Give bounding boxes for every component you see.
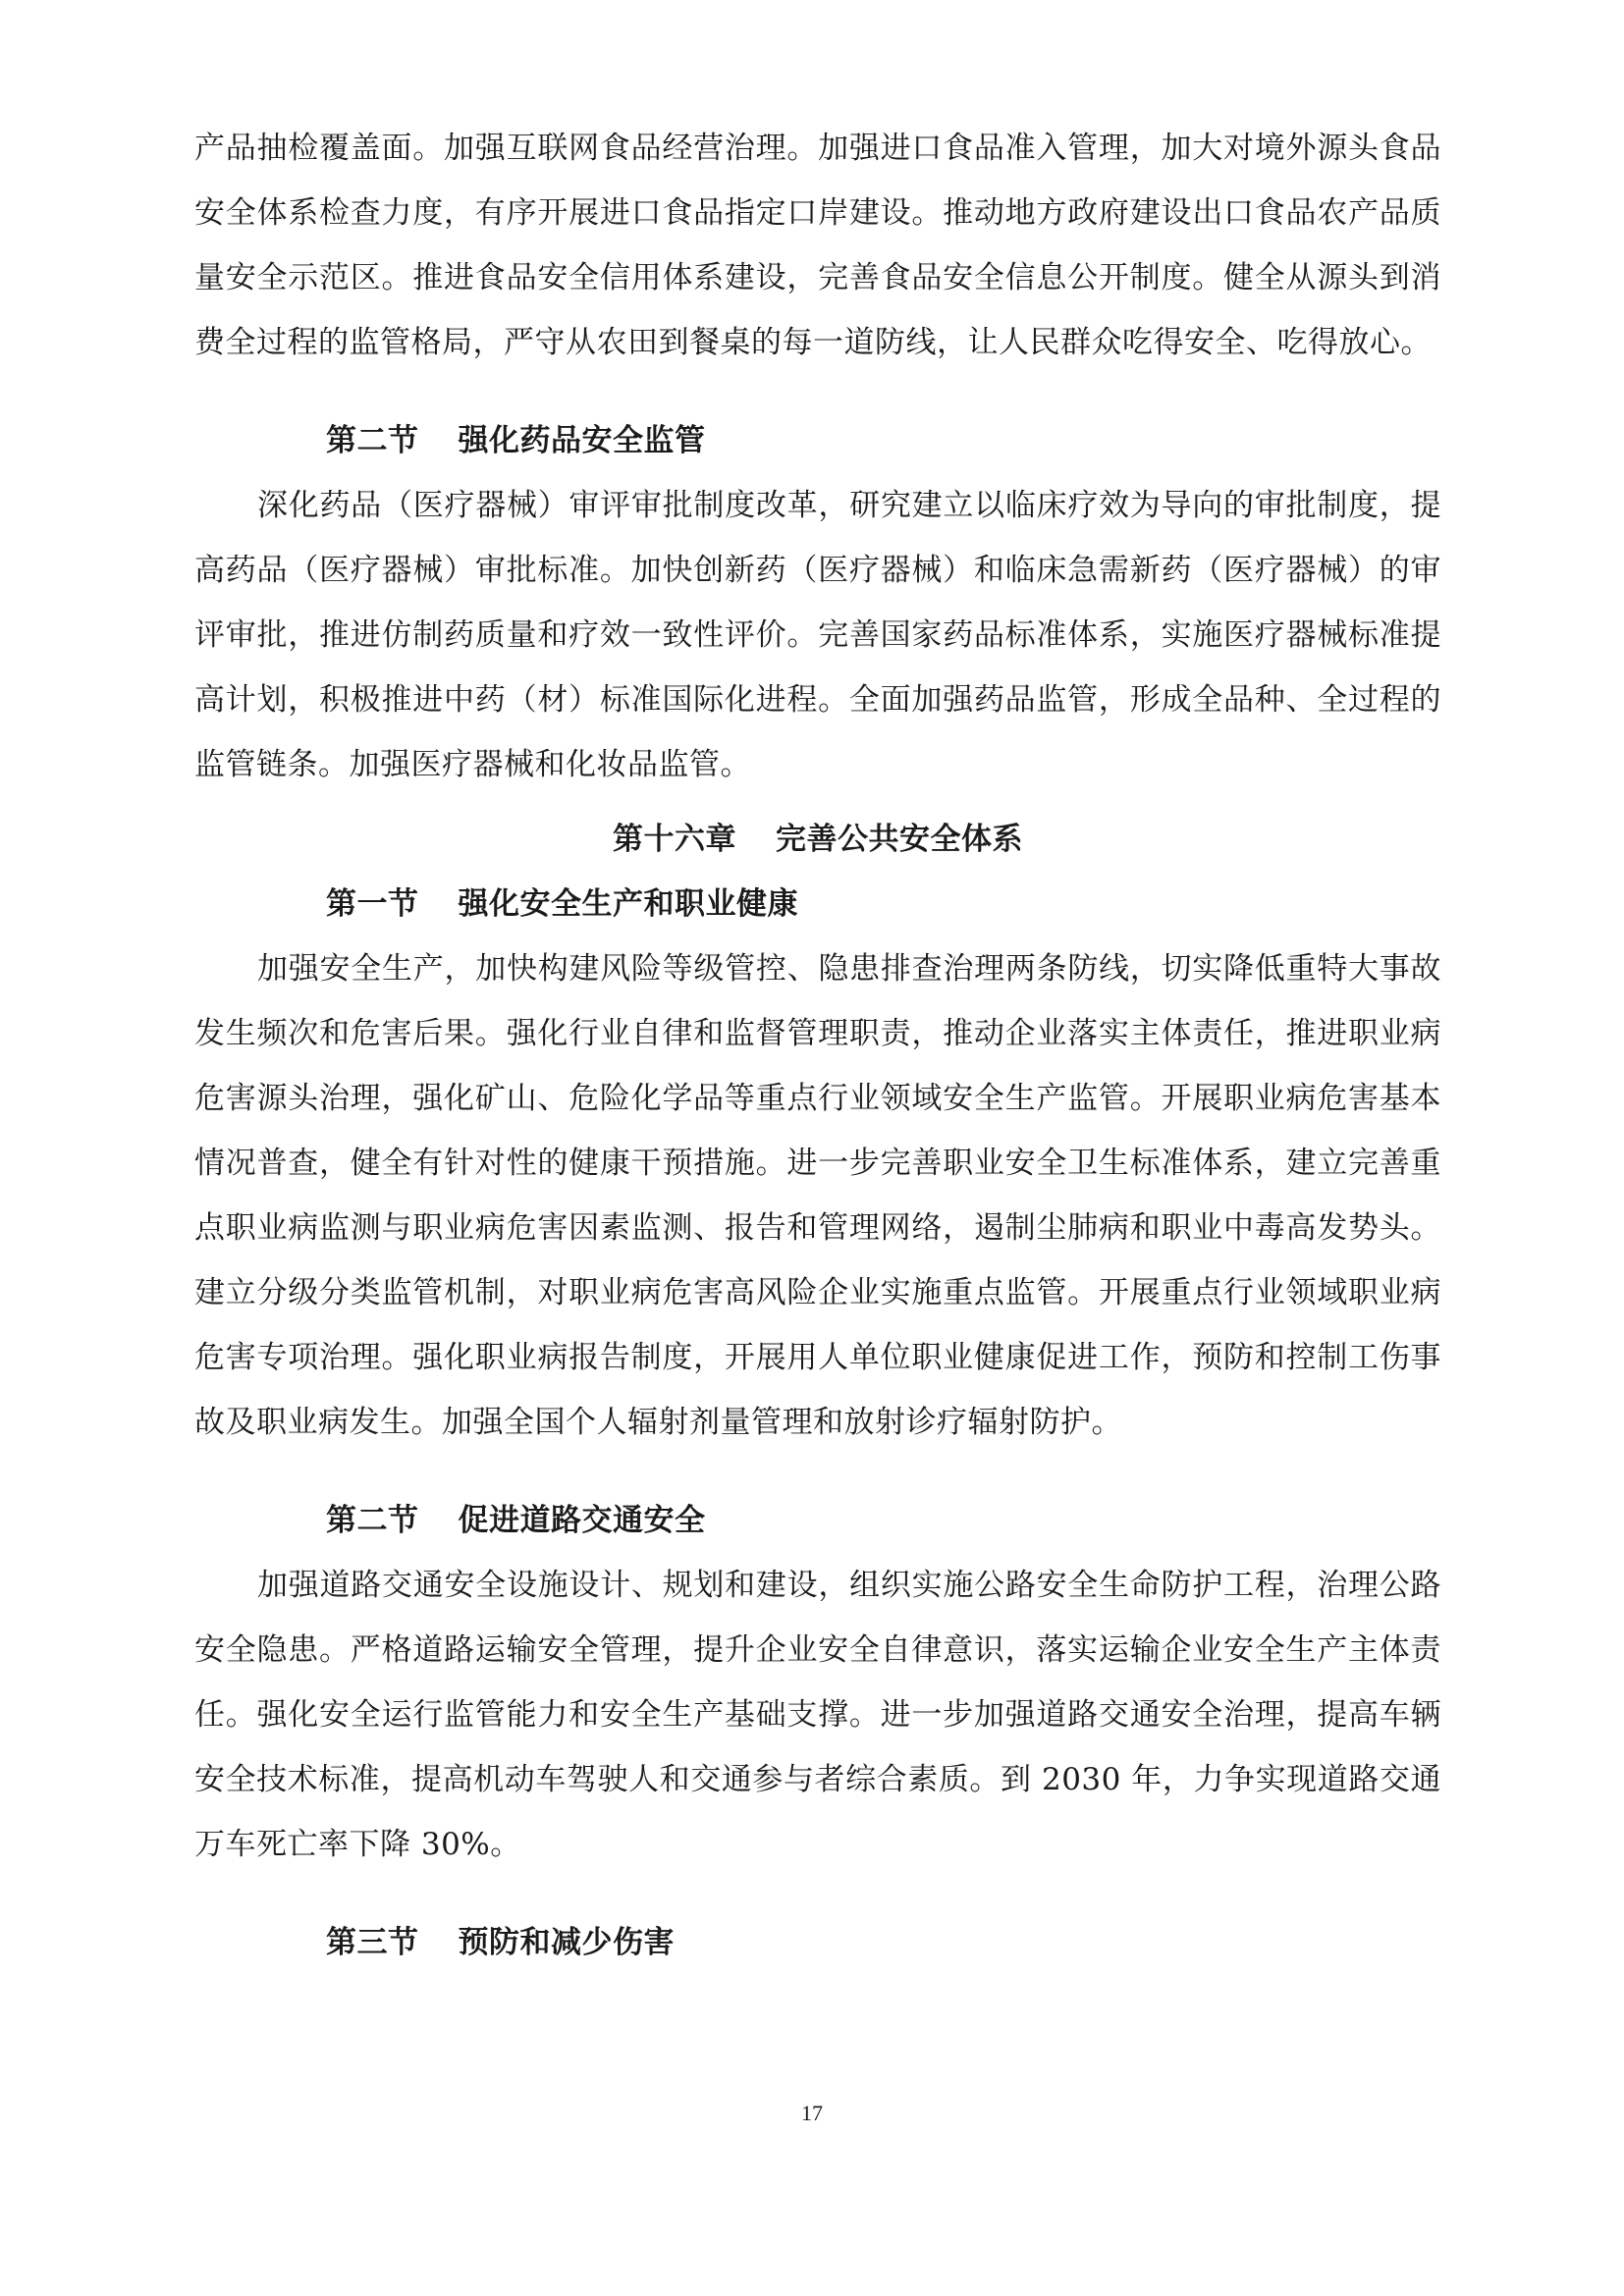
paragraph-work-safety: 加强安全生产，加快构建风险等级管控、隐患排查治理两条防线，切实降低重特大事故发生频次和危害后果。强化行业自律和监督管理职责，推动企业落实主体责任，推进职业病危害源头治理，强化矿山、危险化学品等重点行业领域安全生产监管。开展职业病危害基本情况普查，健全有针对性的健康干预措施。进一步完善职业安全卫生标准体系，建立完善重点职业病监测与职业病危害因素监测、报告和管理网络，遏制尘肺病和职业中毒高发势头。建立分级分类监管机制，对职业病危害高风险企业实施重点监管。开展重点行业领域职业病危害专项治理。强化职业病报告制度，开展用人单位职业健康促进工作，预防和控制工伤事故及职业病发生。加强全国个人辐射剂量管理和放射诊疗辐射防护。 <box>194 951 1441 1440</box>
paragraph-road-safety: 加强道路交通安全设施设计、规划和建设，组织实施公路安全生命防护工程，治理公路安全隐患。严格道路运输安全管理，提升企业安全自律意识，落实运输企业安全生产主体责任。强化安全运行监管能力和安全生产基础支撑。进一步加强道路交通安全治理，提高车辆安全技术标准，提高机动车驾驶人和交通参与者综合素质。到 2030 年，力争实现道路交通万车死亡率下降 30%。 <box>194 1568 1441 1862</box>
chapter-heading <box>194 807 1441 872</box>
section-heading-injury-prevention <box>194 1910 1441 1975</box>
section-heading-drug-safety <box>194 408 1441 473</box>
section-number: 第二节 <box>326 423 419 458</box>
paragraph-drug-safety: 深化药品（医疗器械）审评审批制度改革，研究建立以临床疗效为导向的审批制度，提高药品（医疗器械）审批标准。加快创新药（医疗器械）和临床急需新药（医疗器械）的审评审批，推进仿制药质量和疗效一致性评价。完善国家药品标准体系，实施医疗器械标准提高计划，积极推进中药（材）标准国际化进程。全面加强药品监管，形成全品种、全过程的监管链条。加强医疗器械和化妆品监管。 <box>194 488 1441 782</box>
section-title: 促进道路交通安全 <box>458 1503 706 1538</box>
section-title: 强化药品安全监管 <box>458 423 706 458</box>
section-number: 第一节 <box>326 886 419 922</box>
section-number: 第二节 <box>326 1503 419 1538</box>
section-title: 强化安全生产和职业健康 <box>458 886 798 922</box>
section-heading-work-safety <box>194 872 1441 936</box>
page-number: 17 <box>801 2101 823 2125</box>
section-heading-road-safety <box>194 1488 1441 1553</box>
chapter-title: 完善公共安全体系 <box>776 822 1023 857</box>
page-content <box>194 116 1441 1975</box>
section-title: 预防和减少伤害 <box>458 1925 675 1960</box>
chapter-number: 第十六章 <box>613 822 736 857</box>
paragraph-food-safety-continued: 产品抽检覆盖面。加强互联网食品经营治理。加强进口食品准入管理，加大对境外源头食品安全体系检查力度，有序开展进口食品指定口岸建设。推动地方政府建设出口食品农产品质量安全示范区。推进食品安全信用体系建设，完善食品安全信息公开制度。健全从源头到消费全过程的监管格局，严守从农田到餐桌的每一道防线，让人民群众吃得安全、吃得放心。 <box>194 131 1441 360</box>
section-number: 第三节 <box>326 1925 419 1960</box>
